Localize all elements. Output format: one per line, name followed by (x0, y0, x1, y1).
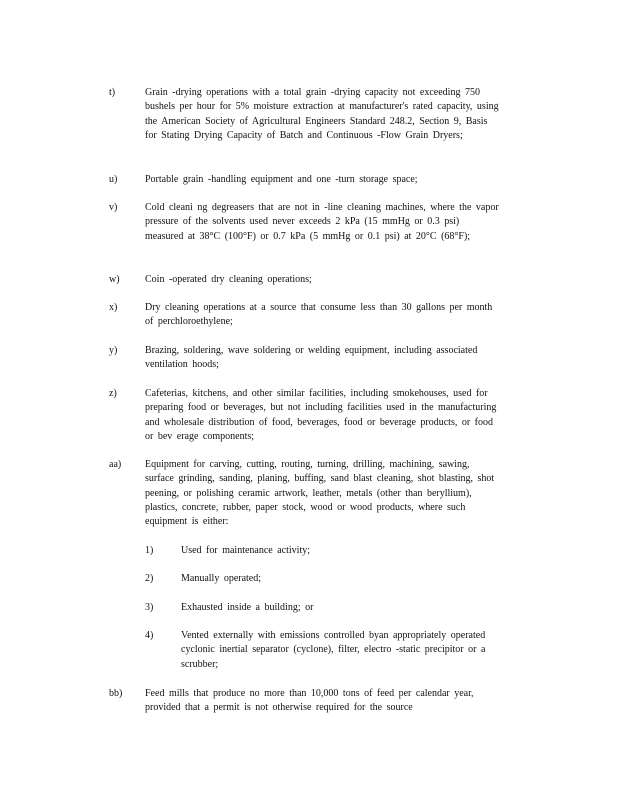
item-label: y) (109, 345, 118, 356)
sub-item-text: Vented externally with emissions controlled byan appropriately operated cyclonic inertial separator (cyclone), filter, electro -static precipitor or a scrubber; (181, 630, 486, 670)
item-text: Cafeterias, kitchens, and other similar facilities, including smokehouses, used for preparing food or beverages, but not including facilities used in the manufacturing and wholesale distribution of food, beverages, food or beverage products, or food or bev erage components; (145, 388, 497, 442)
sub-item-label: 1) (145, 545, 154, 556)
item-label: v) (109, 202, 118, 213)
sub-item-text: Manually operated; (181, 573, 262, 584)
item-text: Equipment for carving, cutting, routing, turning, drilling, machining, sawing, surface grinding, sanding, planing, buffing, sand blast cleaning, shot blasting, shot peening, or polishing ceramic artwork, leather, metals (other than beryllium), plastics, concrete, rubber, paper stock, wood or wood products, where such equipment is either: (145, 459, 495, 528)
item-label: bb) (109, 688, 123, 699)
item-label: t) (109, 87, 116, 98)
item-text: Dry cleaning operations at a source that consume less than 30 gallons per month of perchloroethylene; (145, 302, 493, 328)
sub-item-text: Exhausted inside a building; or (181, 602, 314, 613)
item-label: aa) (109, 459, 122, 470)
item-text: Portable grain -handling equipment and one -turn storage space; (145, 174, 418, 185)
sub-item-label: 2) (145, 573, 154, 584)
sub-item-label: 4) (145, 630, 154, 641)
sub-item-text: Used for maintenance activity; (181, 545, 311, 556)
item-label: u) (109, 174, 118, 185)
item-text: Feed mills that produce no more than 10,000 tons of feed per calendar year, provided that a permit is not otherwise required for the source (145, 688, 474, 714)
item-label: w) (109, 274, 120, 285)
item-text: Grain -drying operations with a total grain -drying capacity not exceeding 750 bushels per hour for 5% moisture extraction at manufacturer's rated capacity, using the American Society of Agricultural Engineers Standard 248.2, Section 9, Basis for Stating Drying Capacity of Batch and Continuous -Flow Grain Dryers; (145, 87, 499, 141)
item-text: Brazing, soldering, wave soldering or welding equipment, including associated ventilation hoods; (145, 345, 478, 371)
item-text: Coin -operated dry cleaning operations; (145, 274, 312, 285)
sub-item-label: 3) (145, 602, 154, 613)
item-label: z) (109, 388, 117, 399)
item-label: x) (109, 302, 118, 313)
item-text: Cold cleani ng degreasers that are not in -line cleaning machines, where the vapor pressure of the solvents used never exceeds 2 kPa (15 mmHg or 0.3 psi) measured at 38°C (100°F) or 0.7 kPa (5 mmHg or 0.1 psi) at 20°C (68°F); (145, 202, 499, 242)
